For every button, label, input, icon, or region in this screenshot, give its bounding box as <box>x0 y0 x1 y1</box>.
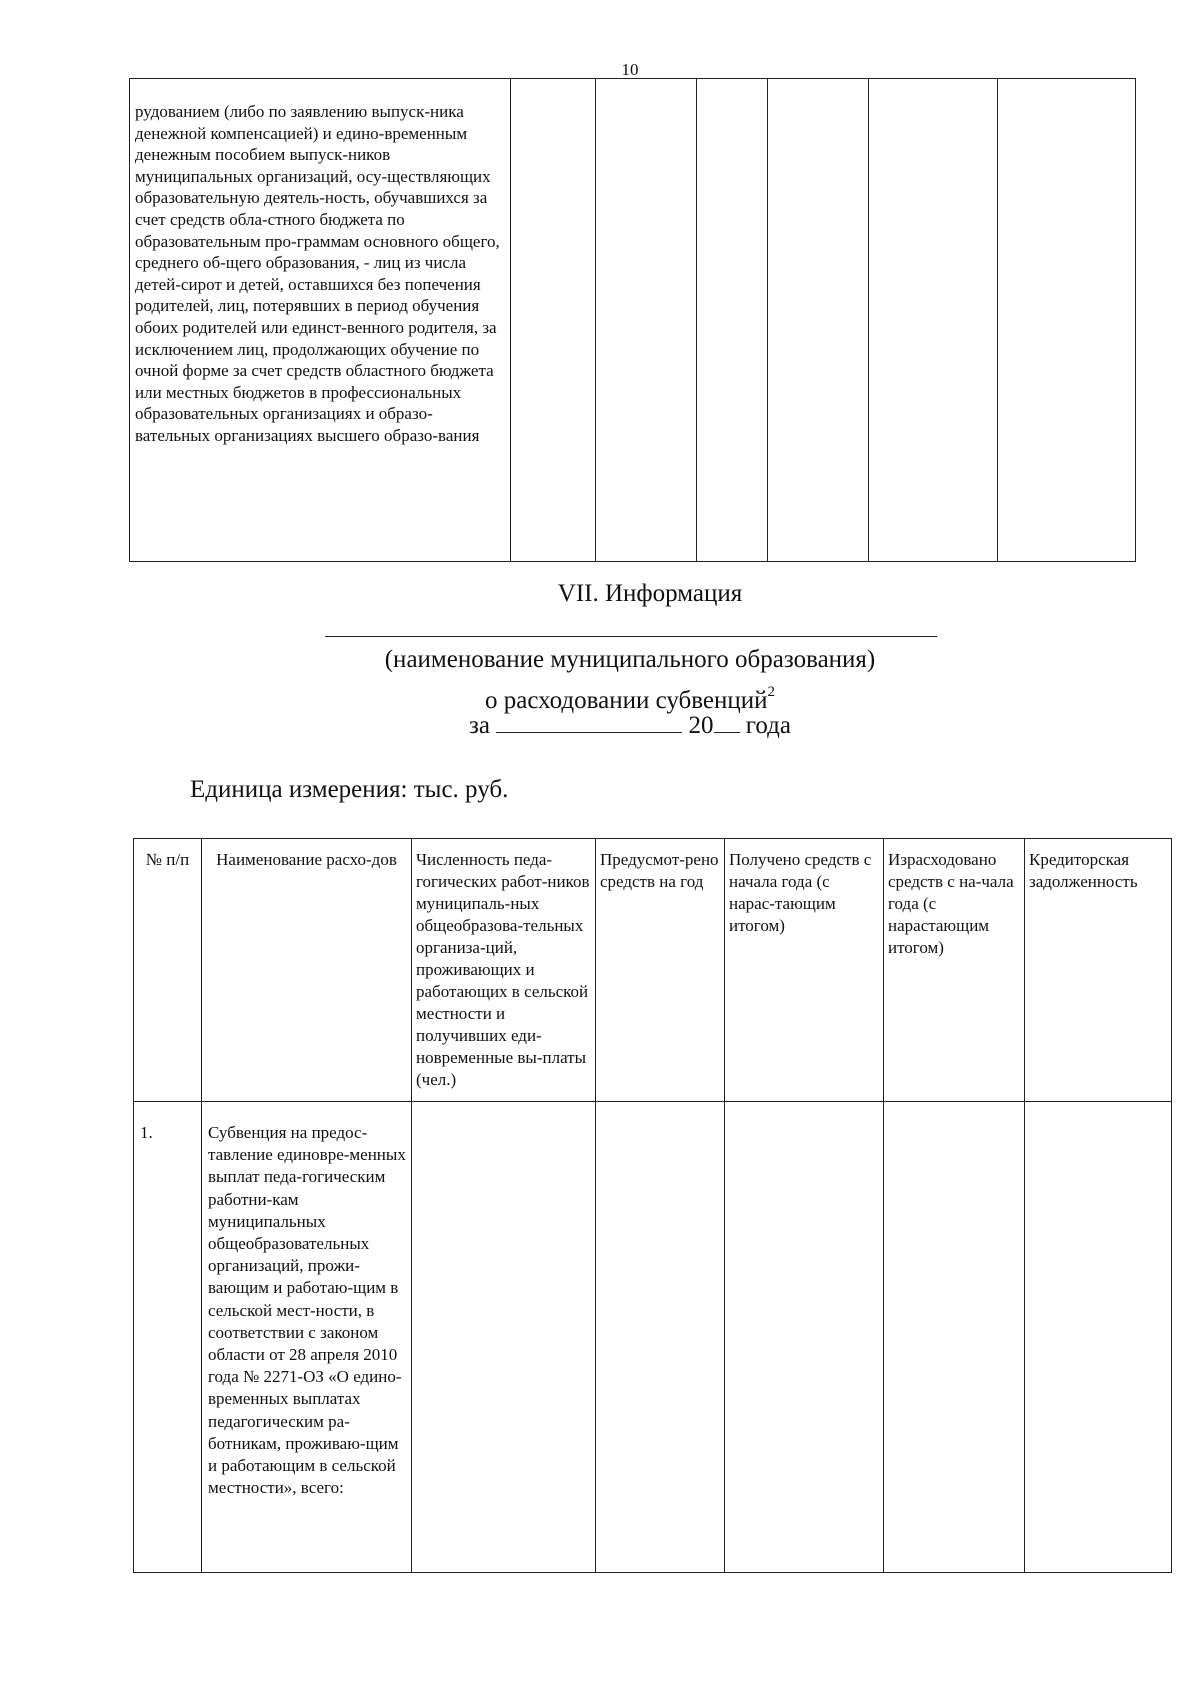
empty-cell <box>596 79 697 562</box>
table-row <box>134 1102 1172 1573</box>
year-blank <box>714 708 740 733</box>
unit-label: Единица измерения: тыс. руб. <box>190 776 509 803</box>
header-received: Получено средств с начала года (с нарас-тающим итогом) <box>725 839 884 1102</box>
empty-cell <box>725 1102 884 1573</box>
subvention-table <box>133 838 1172 1573</box>
municipality-blank-line <box>325 636 937 637</box>
header-planned: Предусмот-рено средств на год <box>596 839 725 1102</box>
footnote-mark: 2 <box>767 684 776 700</box>
period-prefix: за <box>469 712 490 739</box>
row-number: 1. <box>134 1102 202 1573</box>
page-number: 10 <box>621 60 639 79</box>
empty-cell <box>412 1102 596 1573</box>
period-line <box>230 708 1030 742</box>
continuation-description: рудованием (либо по заявлению выпуск-ника денежной компенсацией) и едино-временным денежным пособием выпуск-ников муниципальных организаций, осу-ществляющих образовательную деятель-ность, обучавшихся за счет средств обла-стного бюджета по образовательным про-граммам основного общего, среднего об-щего образования, - лиц из числа детей-сирот и детей, оставшихся без попечения родителей, лиц, потерявших в период обучения обоих родителей или единст-венного родителя, за исключением лиц, продолжающих обучение по очной форме за счет средств областного бюджета или местных бюджетов в профессиональных образовательных организациях и образо-вательных организациях высшего образо-вания <box>130 79 511 562</box>
period-blank <box>496 708 682 733</box>
empty-cell <box>1025 1102 1172 1573</box>
row-expense-name: Субвенция на предос-тавление единовре-менных выплат педа-гогическим работни-кам муниципальных общеобразовательных организаций, прожи-вающим и работаю-щим в сельской мест-ности, в соответствии с законом области от 28 апреля 2010 года № 2271-ОЗ «О едино-временных выплатах педагогическим ра-ботникам, проживаю-щим и работающим в сельской местности», всего: <box>202 1102 412 1573</box>
empty-cell <box>998 79 1136 562</box>
empty-cell <box>869 79 998 562</box>
section-title: VII. Информация <box>557 580 743 607</box>
empty-cell <box>884 1102 1025 1573</box>
municipality-caption: (наименование муниципального образования) <box>384 646 876 673</box>
empty-cell <box>596 1102 725 1573</box>
table-header-row <box>134 839 1172 1102</box>
empty-cell <box>697 79 768 562</box>
header-num: № п/п <box>134 839 202 1102</box>
header-expense-name: Наименование расхо-дов <box>202 839 412 1102</box>
subtitle-text: о расходовании субвенций <box>484 687 768 714</box>
empty-cell <box>768 79 869 562</box>
header-payables: Кредиторская задолженность <box>1025 839 1172 1102</box>
empty-cell <box>511 79 596 562</box>
table-row <box>130 79 1136 562</box>
continuation-table <box>129 78 1136 562</box>
header-spent: Израсходовано средств с на-чала года (с нарастающим итогом) <box>884 839 1025 1102</box>
year-prefix: 20 <box>688 712 714 739</box>
header-teacher-count: Численность педа-гогических работ-ников муниципаль-ных общеобразова-тельных организа-ций, проживающих и работающих в сельской местности и получивших еди-новременные вы-платы (чел.) <box>412 839 596 1102</box>
year-suffix: года <box>745 712 791 739</box>
